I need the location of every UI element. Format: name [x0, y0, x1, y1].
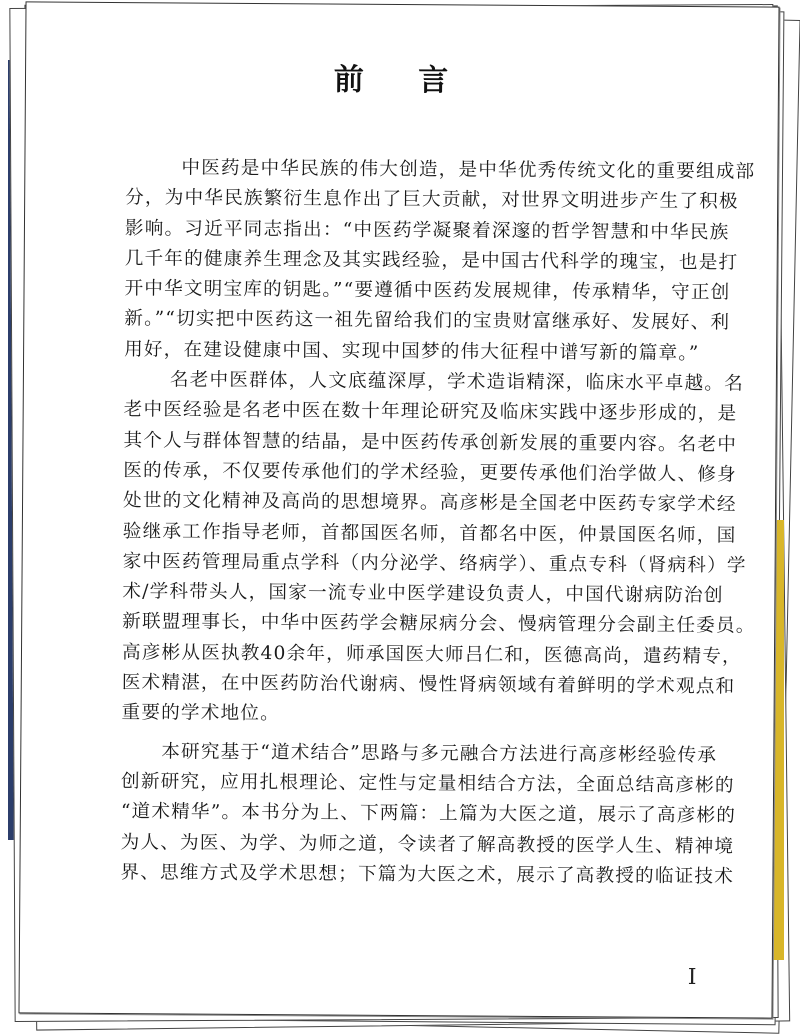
text-line: 影响。习近平同志指出：“中医药学凝聚着深邃的哲学智慧和中华民族 — [124, 217, 730, 243]
text-line: 新联盟理事长，中华中医药学会糖尿病分会、慢病管理分会副主任委员。 — [122, 611, 756, 637]
text-line: 中医药是中华民族的伟大创造，是中华优秀传统文化的重要组成部 — [181, 157, 756, 183]
text-line: 创新研究，应用扎根理论、定性与定量相结合方法，全面总结高彦彬的 — [121, 771, 735, 797]
text-line: 开中华文明宝库的钥匙。”“要遵循中医药发展规律，传承精华，守正创 — [124, 278, 731, 304]
text-line: 处世的文化精神及高尚的思想境界。高彦彬是全国老中医药专家学术经 — [122, 490, 737, 516]
text-line: 为人、为医、为学、为师之道，令读者了解高教授的医学人生、精神境 — [120, 831, 735, 857]
text-line: 高彦彬从医执教40余年，师承国医大师吕仁和，医德高尚，遣药精专， — [121, 641, 742, 668]
text-line: 名老中医群体，人文底蕴深厚，学术造诣精深，临床水平卓越。名 — [169, 369, 744, 395]
text-line: 重要的学术地位。 — [121, 702, 281, 725]
body-text — [120, 153, 765, 893]
text-line: 本研究基于“道术结合”思路与多元融合方法进行高彦彬经验传承 — [161, 740, 718, 766]
text-line: 术/学科带头人，国家一流专业中医学建设负责人，中国代谢病防治创 — [122, 581, 724, 607]
text-line: 界、思维方式及学术思想；下篇为大医之术，展示了高教授的临证技术 — [120, 861, 735, 888]
text-line: 老中医经验是名老中医在数十年理论研究及临床实践中逐步形成的，是 — [123, 399, 738, 425]
page-title: 前 言 — [333, 62, 471, 99]
text-line: 分，为中华民族繁衍生息作出了巨大贡献，对世界文明进步产生了积极 — [125, 187, 739, 213]
page-number: I — [687, 965, 697, 991]
text-line: 几千年的健康养生理念及其实践经验，是中国古代科学的瑰宝，也是打 — [124, 247, 739, 274]
text-line: 验继承工作指导老师，首都国医名师，首都名中医，仲景国医名师，国 — [122, 520, 737, 546]
text-line: 医术精湛，在中医药防治代谢病、慢性肾病领域有着鲜明的学术观点和 — [121, 672, 736, 698]
front-page — [18, 1, 779, 1018]
text-line: 新。”“切实把中医药这一祖先留给我们的宝贵财富继承好、发展好、利 — [124, 308, 731, 334]
text-line: “道术精华”。本书分为上、下两篇：上篇为大医之道，展示了高彦彬的 — [120, 801, 737, 827]
text-line: 家中医药管理局重点学科（内分泌学、络病学）、重点专科（肾病科）学 — [122, 550, 747, 577]
text-line: 其个人与群体智慧的结晶，是中医药传承创新发展的重要内容。名老中 — [123, 429, 738, 456]
text-line: 用好，在建设健康中国、实现中国梦的伟大征程中谱写新的篇章。” — [124, 338, 700, 364]
text-line: 医的传承，不仅要传承他们的学术经验，更要传承他们治学做人、修身 — [123, 460, 737, 486]
